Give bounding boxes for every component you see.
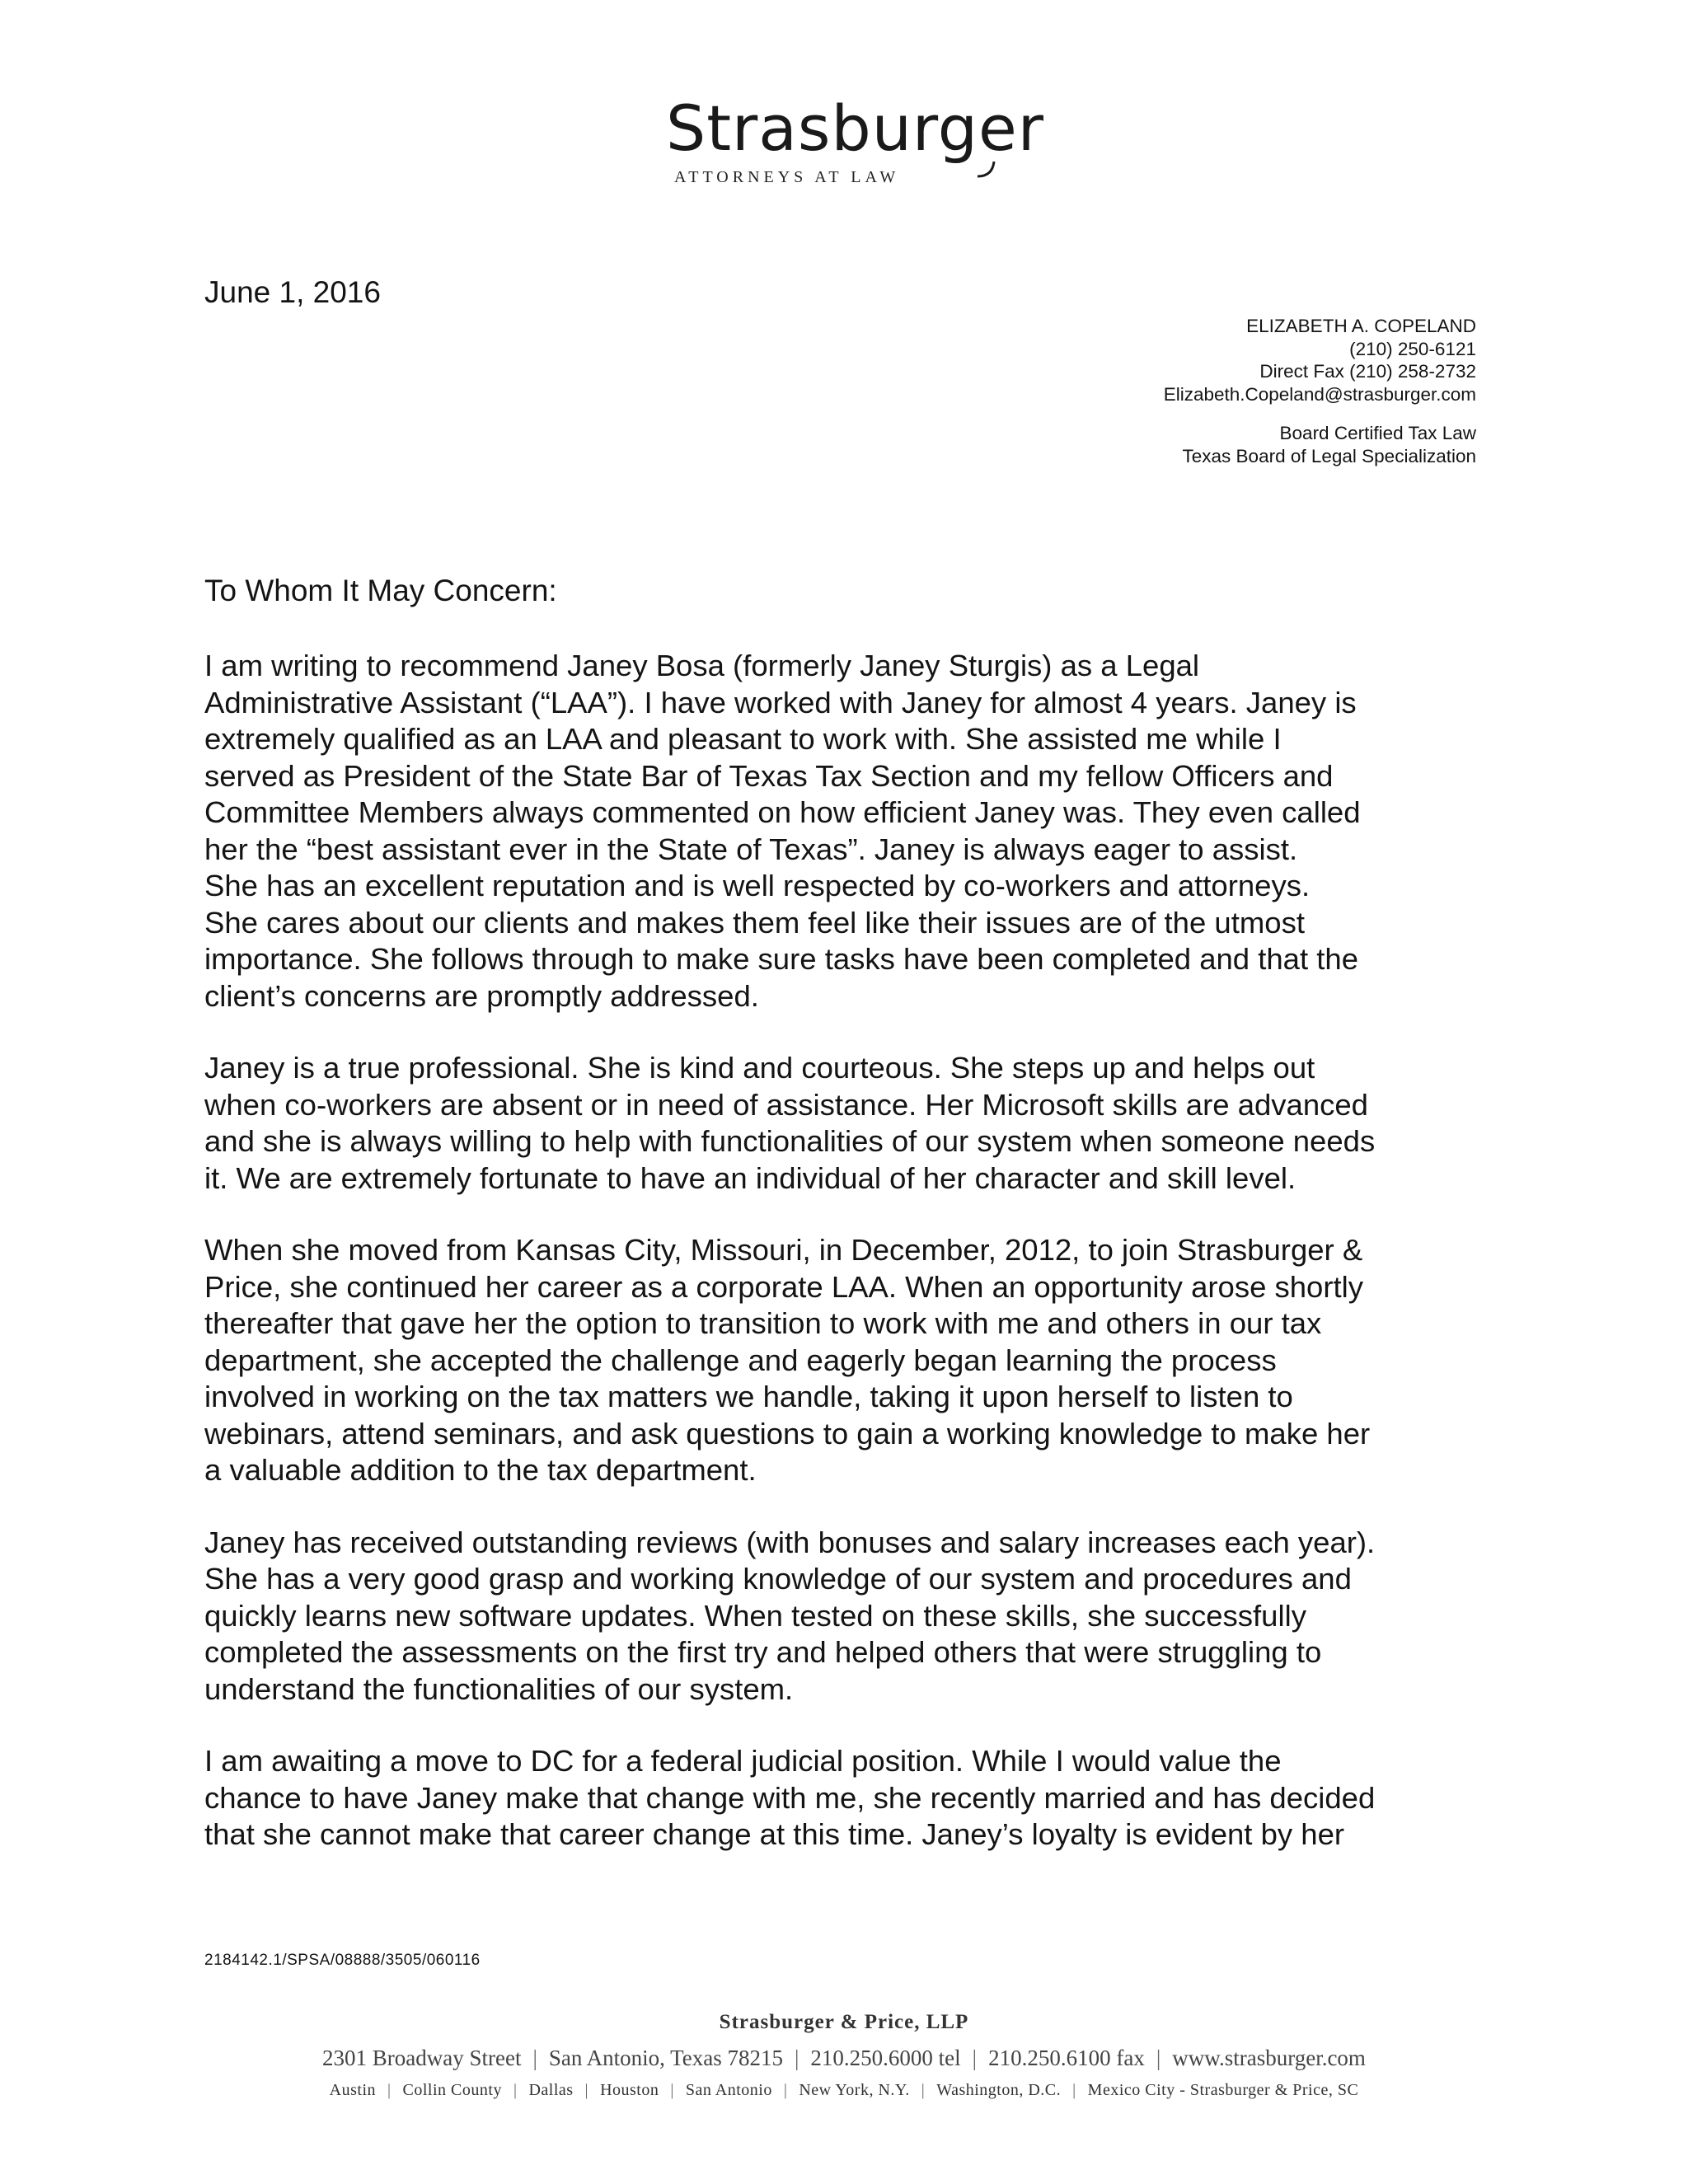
sender-block xyxy=(1164,315,1476,467)
salutation: To Whom It May Concern: xyxy=(204,574,557,607)
sender-certification: Board Certified Tax Law xyxy=(1279,423,1476,443)
footer-office: Collin County xyxy=(402,2081,502,2099)
footer-office: New York, N.Y. xyxy=(799,2081,910,2099)
document-id: 2184142.1/SPSA/08888/3505/060116 xyxy=(204,1952,481,1969)
footer-fax: 210.250.6100 fax xyxy=(988,2046,1145,2070)
footer-phone: 210.250.6000 tel xyxy=(810,2046,961,2070)
footer-office: Houston xyxy=(600,2081,659,2099)
footer-website: www.strasburger.com xyxy=(1172,2046,1366,2070)
body-paragraph: When she moved from Kansas City, Missouri, in December, 2012, to join Strasburger & Price, she continued her career as a corporate LAA. When an opportunity arose shortly thereafter that gave her the option to transition to work with me and others in our tax department, she accepted the challenge and eagerly began learning the process involved in working on the tax matters we handle, taking it upon herself to listen to webinars, attend seminars, and ask questions to gain a working knowledge to make her a valuable addition to the tax department. xyxy=(204,1233,1371,1487)
body-paragraph: I am awaiting a move to DC for a federal judicial position. While I would value the chance to have Janey make that change with me, she recently married and has decided that she cannot make that career change at this time. Janey’s loyalty is evident by her xyxy=(204,1744,1376,1851)
footer-office: Austin xyxy=(329,2081,377,2099)
footer-office: Dallas xyxy=(528,2081,574,2099)
logo-tagline: ATTORNEYS AT LAW xyxy=(674,168,900,186)
letterhead-footer xyxy=(0,2011,1688,2100)
body-paragraph: Janey is a true professional. She is kind and courteous. She steps up and helps out when co-workers are absent or in need of assistance. Her Microsoft skills are advanced and she is always willing to help with functionalities of our system when someone needs it. We are extremely fortunate to have an individual of her character and skill level. xyxy=(204,1051,1376,1195)
footer-offices-row: Austin | Collin County | Dallas | Houston | San Antonio | New York, N.Y. | Washington, D.C. | Mexico City - Strasburger & Price, SC xyxy=(329,2081,1359,2099)
footer-office: Washington, D.C. xyxy=(936,2081,1062,2099)
footer-office: Mexico City - Strasburger & Price, SC xyxy=(1087,2081,1359,2099)
footer-firm-name: Strasburger & Price, LLP xyxy=(719,2011,969,2033)
footer-city: San Antonio, Texas 78215 xyxy=(548,2046,784,2070)
letter-date: June 1, 2016 xyxy=(204,275,381,309)
logo-name: Strasburger xyxy=(666,91,1045,165)
footer-contact-row: 2301 Broadway Street | San Antonio, Texas 78215 | 210.250.6000 tel | 210.250.6100 fax | www.strasburger.com xyxy=(322,2046,1366,2070)
footer-address: 2301 Broadway Street xyxy=(322,2046,522,2070)
sender-fax: Direct Fax (210) 258-2732 xyxy=(1259,361,1476,382)
sender-email: Elizabeth.Copeland@strasburger.com xyxy=(1163,383,1476,405)
body-paragraph: I am writing to recommend Janey Bosa (formerly Janey Sturgis) as a Legal Administrative Assistant (“LAA”). I have worked with Janey for almost 4 years. Janey is extremely qualified as an LAA and pleasant to work with. She assisted me while I served as President of the State Bar of Texas Tax Section and my fellow Officers and Committee Members always commented on how efficient Janey was. They even called her the “best assistant ever in the State of Texas”. Janey is always eager to assist. She has an excellent reputation and is well respected by co-workers and attorneys. She cares about our clients and makes them feel like their issues are of the utmost importance. She follows through to make sure tasks have been completed and that the client’s concerns are promptly addressed. xyxy=(204,649,1361,1013)
footer-office: San Antonio xyxy=(685,2081,772,2099)
sender-name: ELIZABETH A. COPELAND xyxy=(1246,316,1476,336)
sender-certifying-board: Texas Board of Legal Specialization xyxy=(1182,445,1476,466)
firm-logo xyxy=(666,91,1045,196)
sender-phone: (210) 250-6121 xyxy=(1349,338,1476,359)
logo-swash-icon xyxy=(666,97,1029,196)
letter-body xyxy=(204,648,1490,1889)
body-paragraph: Janey has received outstanding reviews (with bonuses and salary increases each year). She has a very good grasp and working knowledge of our system and procedures and quickly learns new software updates. When tested on these skills, she successfully completed the assessments on the first try and helped others that were struggling to understand the functionalities of our system. xyxy=(204,1525,1376,1706)
